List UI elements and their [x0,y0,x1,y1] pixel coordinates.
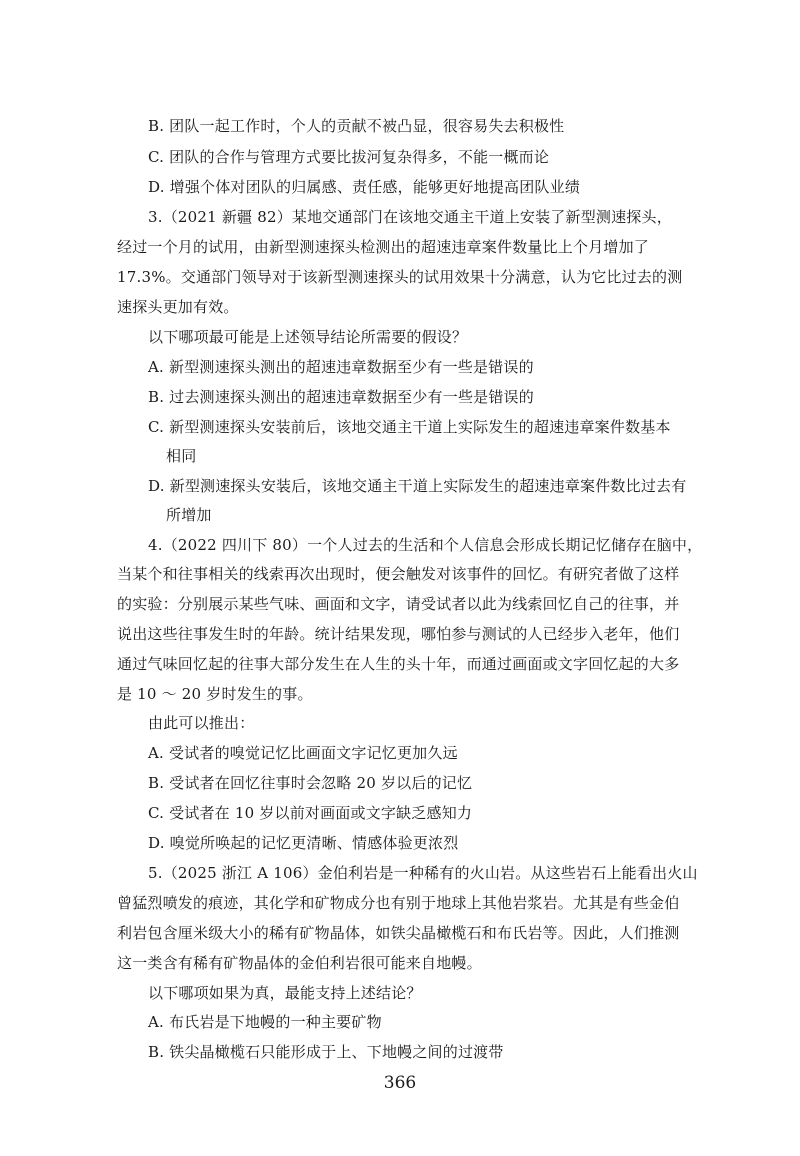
option-line: C. 受试者在 10 岁以前对画面或文字缺乏感知力 [148,804,473,822]
question-line: 5.（2025 浙江 A 106）金伯利岩是一种稀有的火山岩。从这些岩石上能看出火山 [148,864,698,882]
question-line: 说出这些往事发生时的年龄。统计结果发现，哪怕参与测试的人已经步入老年，他们 [117,625,680,643]
prompt-line: 由此可以推出： [148,714,255,732]
question-line: 经过一个月的试用，由新型测速探头检测出的超速违章案件数量比上个月增加了 [117,238,650,256]
question-line: 通过气味回忆起的往事大部分发生在人生的头十年，而通过画面或文字回忆起的大多 [117,655,680,673]
option-line: A. 受试者的嗅觉记忆比画面文字记忆更加久远 [148,744,458,762]
option-line: 相同 [166,447,197,465]
option-line: B. 铁尖晶橄榄石只能形成于上、下地幔之间的过渡带 [148,1043,504,1061]
question-line: 17.3%。交通部门领导对于该新型测速探头的试用效果十分满意，认为它比过去的测 [117,268,683,286]
question-line: 曾猛烈喷发的痕迹，其化学和矿物成分也有别于地球上其他岩浆岩。尤其是有些金伯 [117,894,680,912]
option-line: D. 新型测速探头安装后，该地交通主干道上实际发生的超速违章案件数比过去有 [148,477,687,495]
option-line: D. 增强个体对团队的归属感、责任感，能够更好地提高团队业绩 [148,178,581,196]
option-line: B. 团队一起工作时，个人的贡献不被凸显，很容易失去积极性 [148,117,565,135]
option-line: B. 过去测速探头测出的超速违章数据至少有一些是错误的 [148,388,534,406]
prompt-line: 以下哪项如果为真，最能支持上述结论？ [148,984,422,1002]
page-number: 366 [383,1073,417,1093]
option-line: 所增加 [166,506,212,524]
option-line: B. 受试者在回忆往事时会忽略 20 岁以后的记忆 [148,774,473,792]
question-line: 当某个和往事相关的线索再次出现时，便会触发对该事件的回忆。有研究者做了这样 [117,565,680,583]
option-line: A. 布氏岩是下地幔的一种主要矿物 [148,1013,382,1031]
question-line: 的实验：分别展示某些气味、画面和文字，请受试者以此为线索回忆自己的往事，并 [117,595,680,613]
prompt-line: 以下哪项最可能是上述领导结论所需要的假设？ [148,328,468,346]
question-line: 利岩包含厘米级大小的稀有矿物晶体，如铁尖晶橄榄石和布氏岩等。因此，人们推测 [117,924,680,942]
option-line: A. 新型测速探头测出的超速违章数据至少有一些是错误的 [148,358,534,376]
option-line: C. 新型测速探头安装前后，该地交通主干道上实际发生的超速违章案件数基本 [148,418,671,436]
question-line: 是 10 ～ 20 岁时发生的事。 [117,685,313,703]
question-line: 3.（2021 新疆 82）某地交通部门在该地交通主干道上安装了新型测速探头， [148,208,672,226]
question-line: 这一类含有稀有矿物晶体的金伯利岩很可能来自地幔。 [117,954,482,972]
question-line: 速探头更加有效。 [117,298,239,316]
option-line: D. 嗅觉所唤起的记忆更清晰、情感体验更浓烈 [148,834,459,852]
question-line: 4.（2022 四川下 80）一个人过去的生活和个人信息会形成长期记忆储存在脑中， [148,536,703,554]
option-line: C. 团队的合作与管理方式要比拔河复杂得多，不能一概而论 [148,148,550,166]
